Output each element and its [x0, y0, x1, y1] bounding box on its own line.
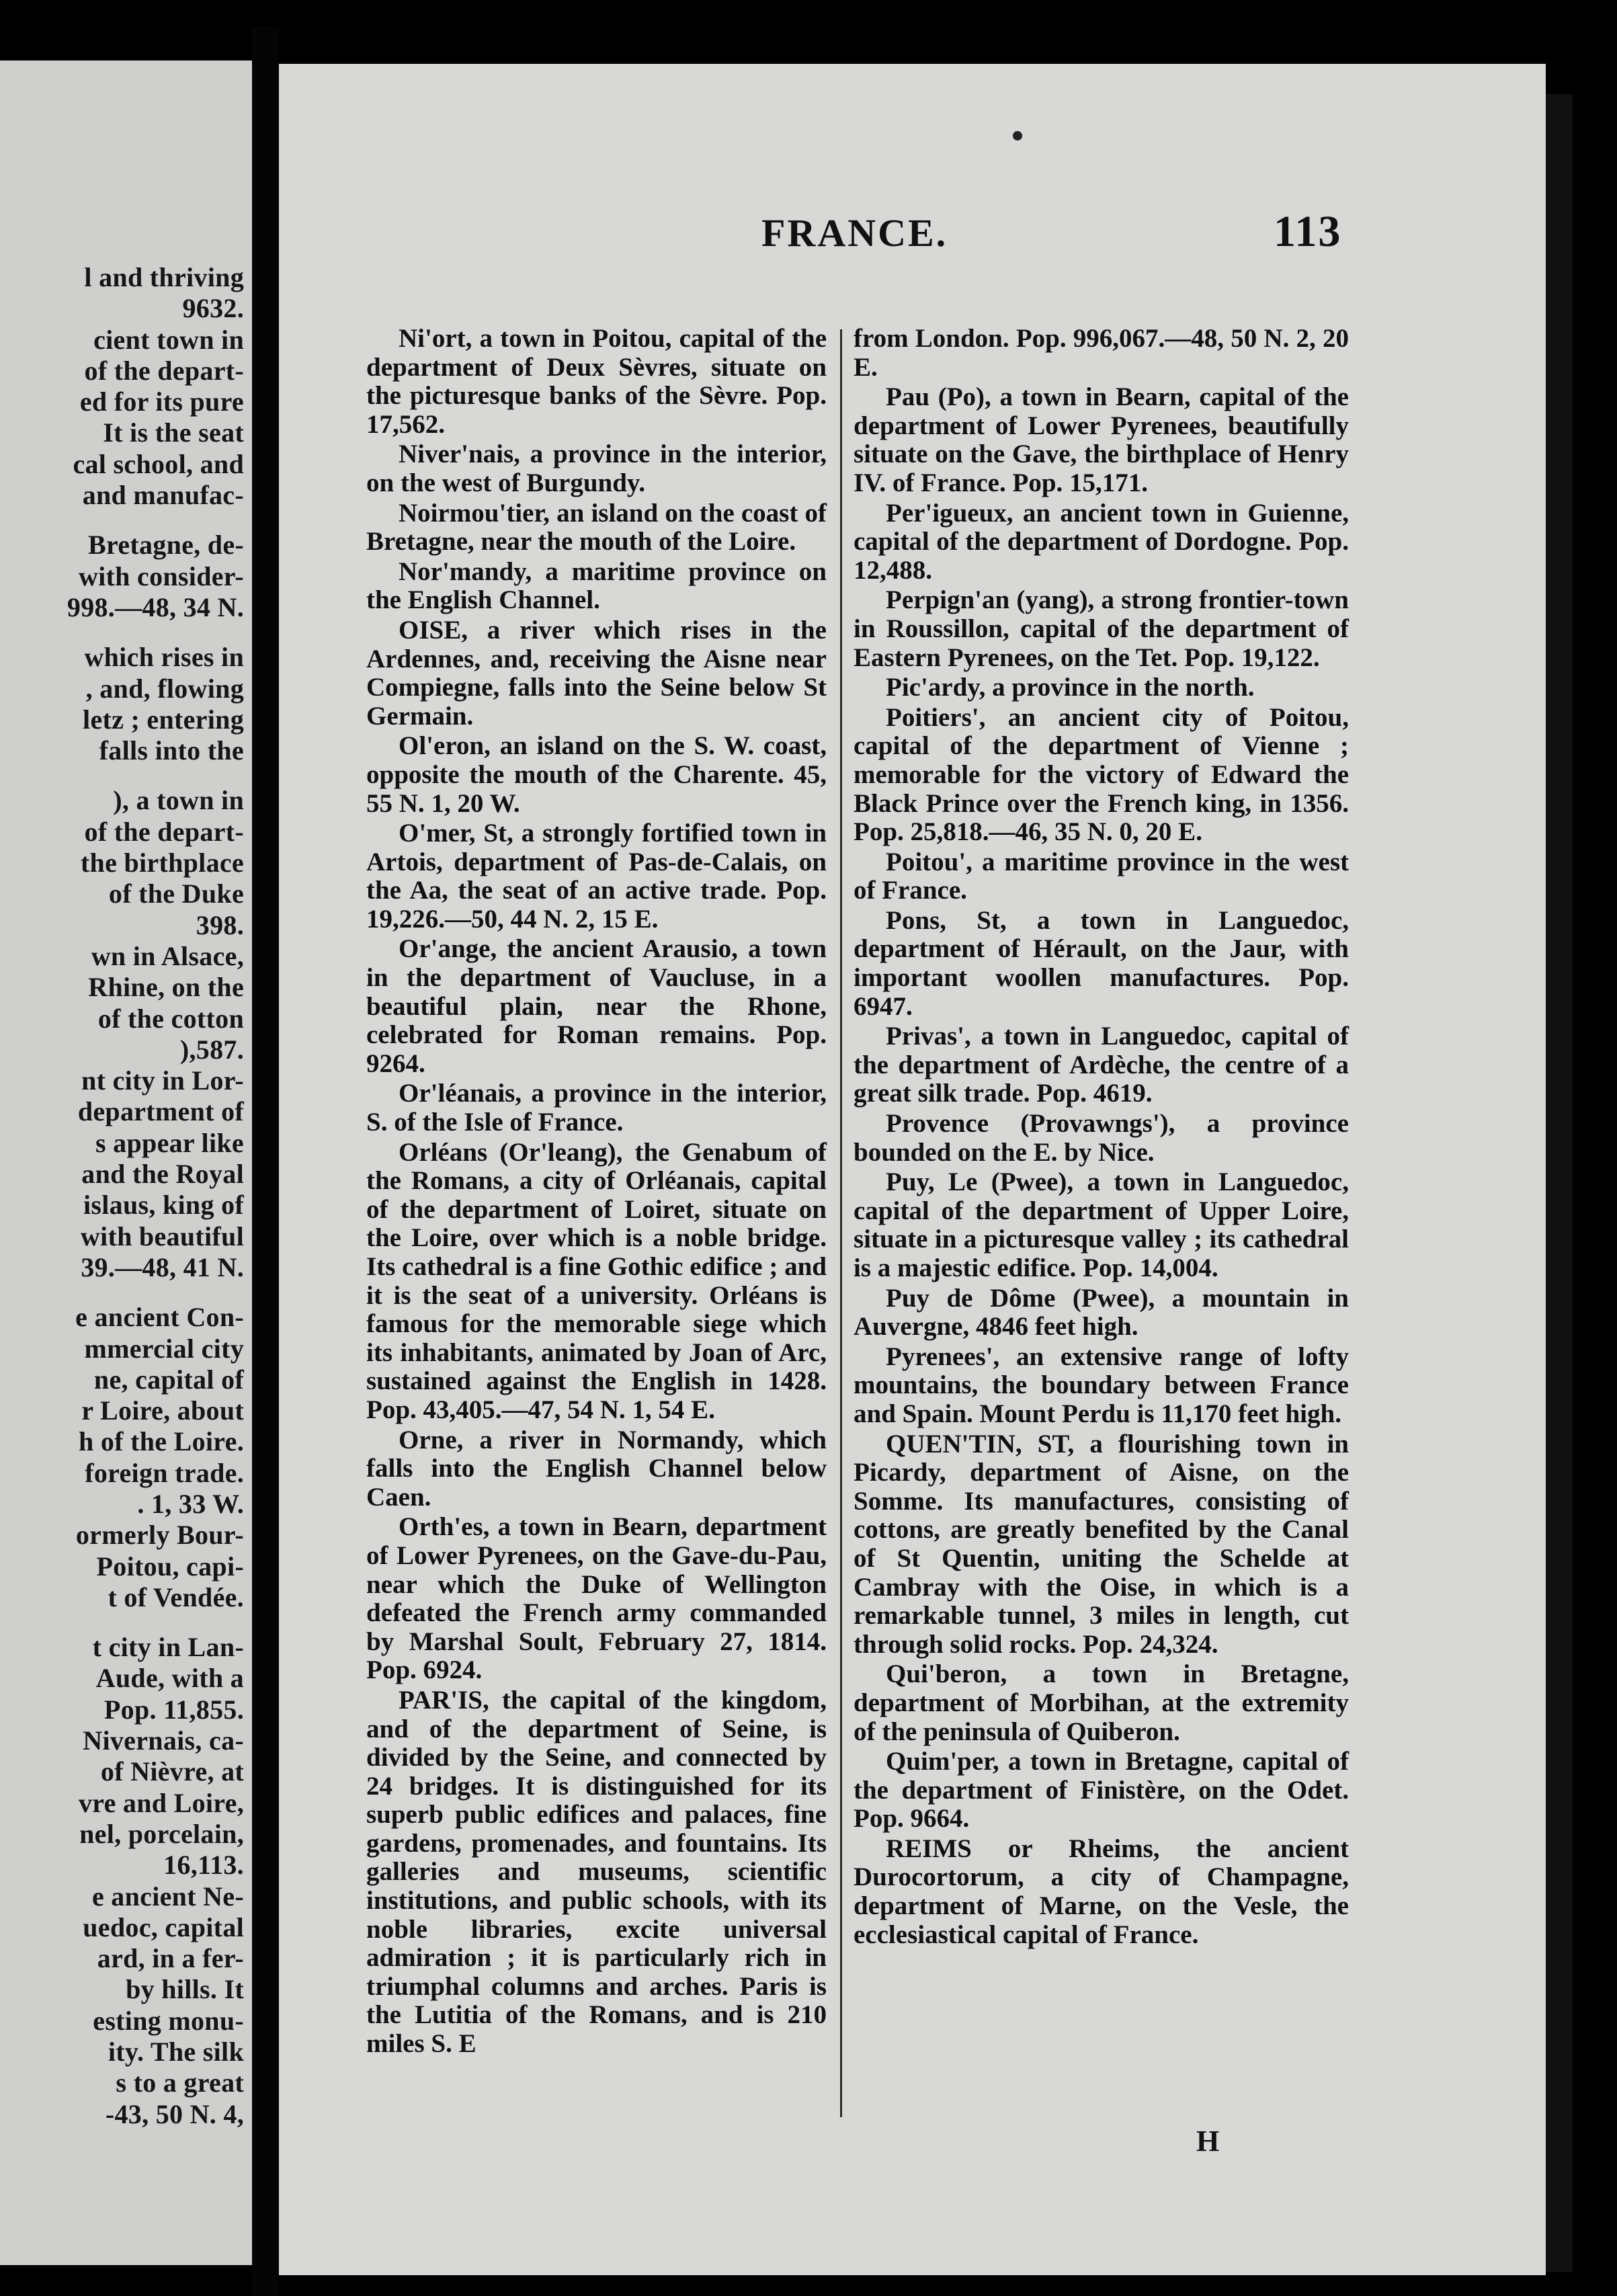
facing-line: letz ; entering: [83, 704, 244, 735]
facing-line: and manufac-: [82, 480, 244, 511]
facing-line: mmercial city: [84, 1333, 244, 1364]
facing-line: by hills. It: [126, 1974, 244, 2005]
facing-line: wn in Alsace,: [91, 940, 244, 971]
page-number: 113: [1274, 207, 1342, 256]
facing-line: r Loire, about: [81, 1395, 244, 1426]
gazetteer-entry: Or'ange, the ancient Arausio, a town in the department of Vaucluse, in a beautiful plain, near the Rhone, celebrated for Roman remains. Pop. 9264.: [366, 934, 827, 1078]
facing-line: s appear like: [95, 1127, 244, 1158]
facing-line: esting monu-: [93, 2005, 244, 2036]
column-left: [366, 325, 827, 2059]
page: [279, 64, 1546, 2275]
gazetteer-entry: Ol'eron, an island on the S. W. coast, opposite the mouth of the Charente. 45, 55 N. 1, 20 W.: [366, 731, 827, 818]
facing-line: of the cotton: [97, 1003, 244, 1034]
facing-line: 39.—48, 41 N.: [81, 1252, 244, 1282]
signature-mark: H: [1196, 2125, 1220, 2158]
facing-line: h of the Loire.: [79, 1426, 244, 1457]
gazetteer-entry: Privas', a town in Languedoc, capital of the department of Ardèche, the centre of a great silk trade. Pop. 4619.: [854, 1022, 1349, 1108]
facing-line: islaus, king of: [83, 1190, 244, 1221]
facing-line: t city in Lan-: [92, 1632, 244, 1663]
facing-line: ormerly Bour-: [75, 1520, 244, 1551]
gazetteer-entry: Poitiers', an ancient city of Poitou, capital of the department of Vienne ; memorable for the victory of Edward the Black Prince over the French king, in 1356. Pop. 25,818.—46, 35 N. 0, 20 E.: [854, 702, 1349, 847]
gazetteer-entry: Noirmou'tier, an island on the coast of Bretagne, near the mouth of the Loire.: [366, 498, 827, 557]
gazetteer-entry: Qui'beron, a town in Bretagne, department of Morbihan, at the extremity of the peninsula of Quiberon.: [854, 1659, 1349, 1746]
page-header: [279, 207, 1546, 264]
facing-line: e ancient Con-: [75, 1302, 244, 1333]
facing-line: uedoc, capital: [83, 1912, 244, 1942]
facing-line: ne, capital of: [93, 1364, 244, 1395]
gazetteer-entry: Orne, a river in Normandy, which falls into the English Channel below Caen.: [366, 1425, 827, 1512]
facing-line: Bretagne, de-: [87, 530, 244, 561]
facing-line: ), a town in: [113, 785, 244, 816]
facing-line: 9632.: [182, 293, 244, 324]
facing-line: , and, flowing: [85, 673, 244, 704]
gazetteer-entry: Nor'mandy, a maritime province on the English Channel.: [366, 557, 827, 615]
facing-line: ),587.: [179, 1034, 244, 1065]
facing-line: of the depart-: [84, 355, 244, 386]
column-right: [854, 325, 1349, 1949]
page-edge-shadow: [1546, 94, 1573, 2272]
facing-line: of Nièvre, at: [100, 1756, 244, 1787]
facing-line: ed for its pure: [79, 386, 244, 417]
facing-line: -43, 50 N. 4,: [105, 2098, 244, 2129]
facing-line: 16,113.: [163, 1850, 244, 1881]
facing-line: Nivernais, ca-: [83, 1725, 244, 1756]
facing-line: Rhine, on the: [88, 972, 244, 1003]
gazetteer-entry: Puy de Dôme (Pwee), a mountain in Auvergne, 4846 feet high.: [854, 1283, 1349, 1342]
facing-page-fragment: [0, 60, 252, 2265]
gazetteer-entry: Provence (Provawngs'), a province bounded on the E. by Nice.: [854, 1109, 1349, 1167]
facing-line: Aude, with a: [95, 1663, 244, 1694]
gazetteer-entry: Quim'per, a town in Bretagne, capital of the department of Finistère, on the Odet. Pop. 9664.: [854, 1747, 1349, 1834]
facing-line: cient town in: [93, 324, 244, 355]
gazetteer-entry: Per'igueux, an ancient town in Guienne, capital of the department of Dordogne. Pop. 12,488.: [854, 498, 1349, 585]
facing-line: of the depart-: [84, 816, 244, 847]
facing-line: with beautiful: [80, 1221, 244, 1252]
facing-line: vre and Loire,: [78, 1787, 244, 1818]
gazetteer-entry: Pau (Po), a town in Bearn, capital of the department of Lower Pyrenees, beautifully situate on the Gave, the birthplace of Henry IV. of France. Pop. 15,171.: [854, 382, 1349, 497]
ink-speck: [1013, 131, 1022, 140]
gazetteer-entry: Orléans (Or'leang), the Genabum of the Romans, a city of Orléanais, capital of the department of Loiret, situate on the Loire, over which is a noble bridge. Its cathedral is a fine Gothic edifice ; and it is the seat of a university. Orléans is famous for the memorable siege which its inhabitants, animated by Joan of Arc, sustained against the English in 1428. Pop. 43,405.—47, 54 N. 1, 54 E.: [366, 1137, 827, 1424]
facing-line: s to a great: [116, 2067, 244, 2098]
facing-line: which rises in: [84, 642, 244, 673]
running-title: FRANCE.: [761, 211, 948, 255]
gazetteer-entry: Perpign'an (yang), a strong frontier-town in Roussillon, capital of the department of Eastern Pyrenees, on the Tet. Pop. 19,122.: [854, 585, 1349, 672]
book-gutter: [252, 27, 279, 2296]
column-divider: [840, 329, 842, 2117]
facing-line: 998.—48, 34 N.: [67, 591, 244, 622]
gazetteer-entry: Orth'es, a town in Bearn, department of Lower Pyrenees, on the Gave-du-Pau, near which the Duke of Wellington defeated the French army commanded by Marshal Soult, February 27, 1814. Pop. 6924.: [366, 1512, 827, 1685]
facing-line: 398.: [196, 909, 244, 940]
gazetteer-entry: Or'léanais, a province in the interior, S. of the Isle of France.: [366, 1079, 827, 1137]
facing-line: l and thriving: [84, 262, 244, 292]
facing-line: Pop. 11,855.: [103, 1694, 244, 1725]
facing-line: cal school, and: [73, 448, 244, 479]
gazetteer-entry: REIMS or Rheims, the ancient Durocortorum, a city of Champagne, department of Marne, on the Vesle, the ecclesiastical capital of France.: [854, 1834, 1349, 1949]
facing-line: falls into the: [99, 735, 244, 766]
gazetteer-entry: Pic'ardy, a province in the north.: [886, 673, 1255, 702]
facing-line: nt city in Lor-: [81, 1065, 244, 1096]
facing-line: with consider-: [78, 561, 244, 591]
gazetteer-entry: Niver'nais, a province in the interior, on the west of Burgundy.: [366, 440, 827, 497]
gazetteer-entry: Puy, Le (Pwee), a town in Languedoc, capital of the department of Upper Loire, situate in a picturesque valley ; its cathedral is a majestic edifice. Pop. 14,004.: [854, 1167, 1349, 1282]
facing-line: foreign trade.: [85, 1457, 244, 1488]
gazetteer-entry: Pons, St, a town in Languedoc, department of Hérault, on the Jaur, with important woollen manufactures. Pop. 6947.: [854, 905, 1349, 1021]
facing-line: department of: [77, 1096, 244, 1127]
gazetteer-entry: QUEN'TIN, ST, a flourishing town in Picardy, department of Aisne, on the Somme. Its manufactures, consisting of cottons, are greatly benefited by the Canal of St Quentin, uniting the Schelde at Cambray with the Oise, in which is a remarkable tunnel, 3 miles in length, cut through solid rocks. Pop. 24,324.: [854, 1429, 1349, 1659]
gazetteer-entry: OISE, a river which rises in the Ardennes, and, receiving the Aisne near Compiegne, falls into the Seine below St Germain.: [366, 615, 827, 731]
facing-line: . 1, 33 W.: [137, 1488, 244, 1519]
gazetteer-entry-continued: from London. Pop. 996,067.—48, 50 N. 2, 20 E.: [854, 324, 1349, 382]
gazetteer-entry: Ni'ort, a town in Poitou, capital of the department of Deux Sèvres, situate on the picturesque banks of the Sèvre. Pop. 17,562.: [366, 324, 827, 439]
facing-line: the birthplace: [80, 848, 244, 878]
gazetteer-entry: Poitou', a maritime province in the west of France.: [854, 847, 1349, 905]
facing-line: Poitou, capi-: [96, 1551, 244, 1582]
facing-line: ard, in a fer-: [97, 1943, 244, 1974]
facing-line: and the Royal: [81, 1159, 244, 1190]
gazetteer-entry: O'mer, St, a strongly fortified town in Artois, department of Pas-de-Calais, on the Aa, the seat of an active trade. Pop. 19,226.—50, 44 N. 2, 15 E.: [366, 819, 827, 934]
facing-page-text: [2, 262, 244, 2130]
facing-line: It is the seat: [103, 417, 244, 448]
gazetteer-entry: Pyrenees', an extensive range of lofty mountains, the boundary between France and Spain. Mount Perdu is 11,170 feet high.: [854, 1342, 1349, 1428]
facing-line: e ancient Ne-: [91, 1881, 244, 1912]
gazetteer-entry: PAR'IS, the capital of the kingdom, and of the department of Seine, is divided by the Seine, and connected by 24 bridges. It is distinguished for its superb public edifices and palaces, fine gardens, promenades, and fountains. Its galleries and museums, scientific institutions, and public schools, with its noble libraries, excite universal admiration ; it is particularly rich in triumphal columns and arches. Paris is the Lutitia of the Romans, and is 210 miles S. E: [366, 1685, 827, 2059]
facing-line: of the Duke: [108, 878, 244, 909]
facing-line: ity. The silk: [108, 2037, 244, 2067]
facing-line: t of Vendée.: [108, 1582, 244, 1612]
facing-line: nel, porcelain,: [79, 1818, 244, 1849]
